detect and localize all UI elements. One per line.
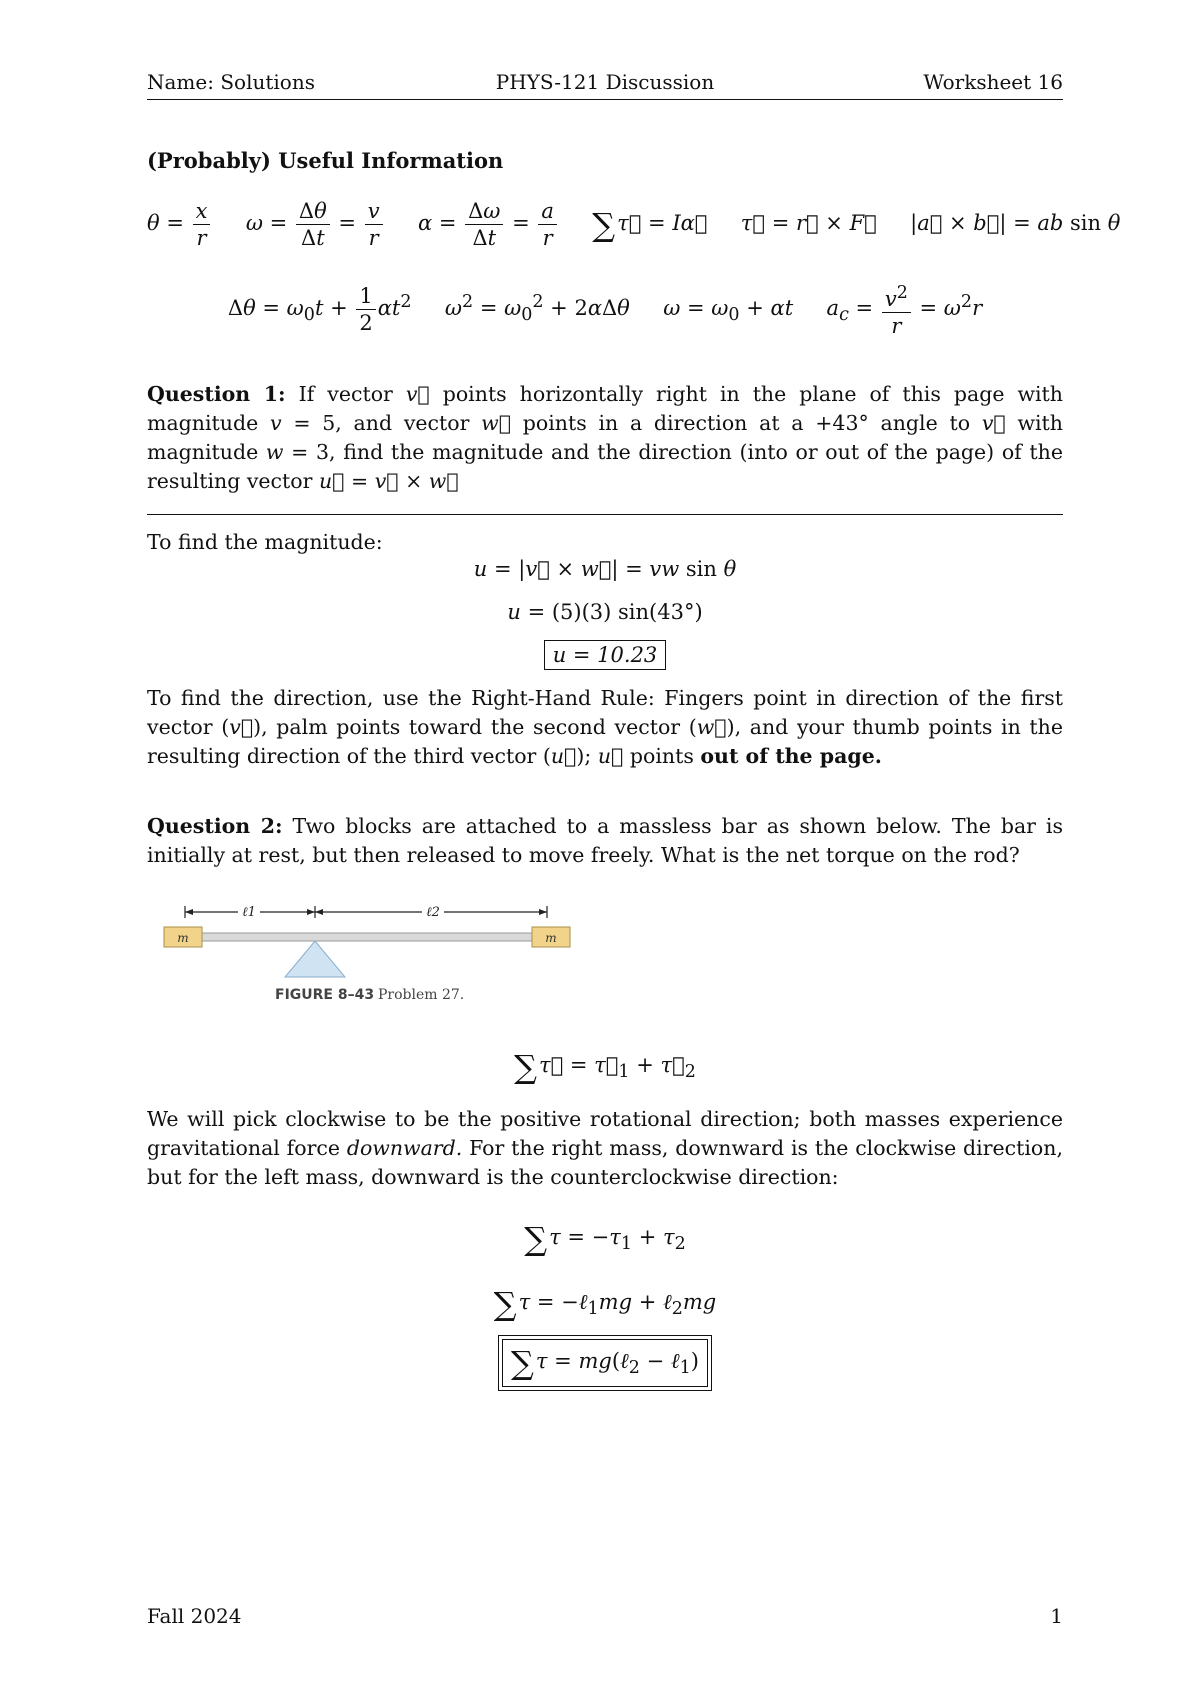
question-2-label: Question 2: — [147, 814, 283, 838]
direction-answer: out of the page. — [700, 744, 882, 768]
question-1-label: Question 1: — [147, 382, 286, 406]
massless-bar — [202, 933, 532, 941]
arrowhead-icon — [307, 909, 315, 915]
footer-term: Fall 2024 — [147, 1604, 242, 1628]
torque-eq-2: ∑τ = −ℓ$_1$mg + ℓ$_2$mg — [493, 1285, 717, 1323]
header-name: Name: Solutions — [147, 70, 315, 94]
right-mass-label: m — [545, 931, 557, 945]
question-1-prompt: Question 1: If vector v ⃗ points horizontally right in the plane of this page with magnitude v = 5, and vector w ⃗ points in a direction at a +43° angle to v ⃗ with magnitude w = 3, find the magnitude and the direction (into or out of the page) of the resulting vector u ⃗ = v ⃗ × w ⃗ — [147, 380, 1063, 496]
magnitude-eq-2: u = (5)(3) sin(43°) — [507, 600, 703, 624]
useful-info-title: (Probably) Useful Information — [147, 148, 504, 173]
torque-answer: ∑τ = mg(ℓ$_2$ − ℓ$_1$) — [147, 1335, 1063, 1391]
w-magnitude: 3 — [315, 440, 330, 464]
direction-explanation: To find the direction, use the Right-Hand Rule: Fingers point in direction of the first vector (v ⃗), palm points toward the second vector (w ⃗), and your thumb points in the resulting direction of the third vector (u ⃗); u ⃗ points out of the page. — [147, 684, 1063, 771]
figure-caption-text: Problem 27. — [378, 987, 465, 1003]
figure-caption-number: FIGURE 8–43 — [275, 987, 375, 1003]
page-header — [147, 70, 1063, 100]
left-mass-label: m — [177, 931, 189, 945]
magnitude-answer: u = 10.23 — [147, 640, 1063, 670]
footer-page-number: 1 — [1050, 1604, 1063, 1628]
lever-figure — [160, 895, 580, 1005]
arrowhead-icon — [539, 909, 547, 915]
formula-row-1: θ = $\frac{x}{r}$ ω = $\frac{\Delta\theta}{\Delta t}$ = $\frac{v}{r}$ α = $\frac{\Delta\omega}{\Delta t}$ = $\frac{a}{r}$ ∑τ ⃗ = Iα ⃗ τ ⃗ = r ⃗ × F ⃗ |a ⃗ × b ⃗| = ab sin θ — [147, 198, 1063, 251]
net-torque-sum: ∑τ ⃗ = τ $⃗_1 + \tau$ $⃗_2$ — [147, 1048, 1063, 1086]
question-2-prompt: Question 2: Two blocks are attached to a massless bar as shown below. The bar is initially at rest, but then released to move freely. What is the net torque on the rod? — [147, 814, 1063, 867]
question-1-rule — [147, 514, 1063, 515]
v-magnitude: 5 — [322, 411, 336, 435]
torque-eq-1: $\sum\tau = -\tau_1 + \tau_2$ — [524, 1220, 686, 1258]
arrowhead-icon — [315, 909, 323, 915]
magnitude-eq-1: u = |v ⃗ × w ⃗| = vw sin θ — [147, 557, 1063, 581]
magnitude-intro: To find the magnitude: — [147, 530, 383, 554]
formula-row-2: $\Delta\theta = \omega_0t$ + $\frac{1}{2}$ $\alpha t^2$ $\omega^2 = \omega_0^2 + 2\alpha\Delta\theta$ $\omega = \omega_0 + \alpha t$ $a_c$ = $\frac{v^2}{r}$ = $\omega^2r$ — [147, 280, 1063, 339]
header-worksheet: Worksheet 16 — [923, 70, 1063, 94]
pivot-triangle — [285, 941, 345, 977]
label-l1: ℓ1 — [242, 905, 256, 920]
label-l2: ℓ2 — [426, 905, 440, 920]
header-course: PHYS-121 Discussion — [495, 70, 715, 94]
question-2-explanation: We will pick clockwise to be the positive rotational direction; both masses experience gravitational force downward. For the right mass, downward is the clockwise direction, but for the left mass, downward is the counterclockwise direction: — [147, 1107, 1063, 1189]
arrowhead-icon — [185, 909, 193, 915]
header-rule — [147, 99, 1063, 100]
